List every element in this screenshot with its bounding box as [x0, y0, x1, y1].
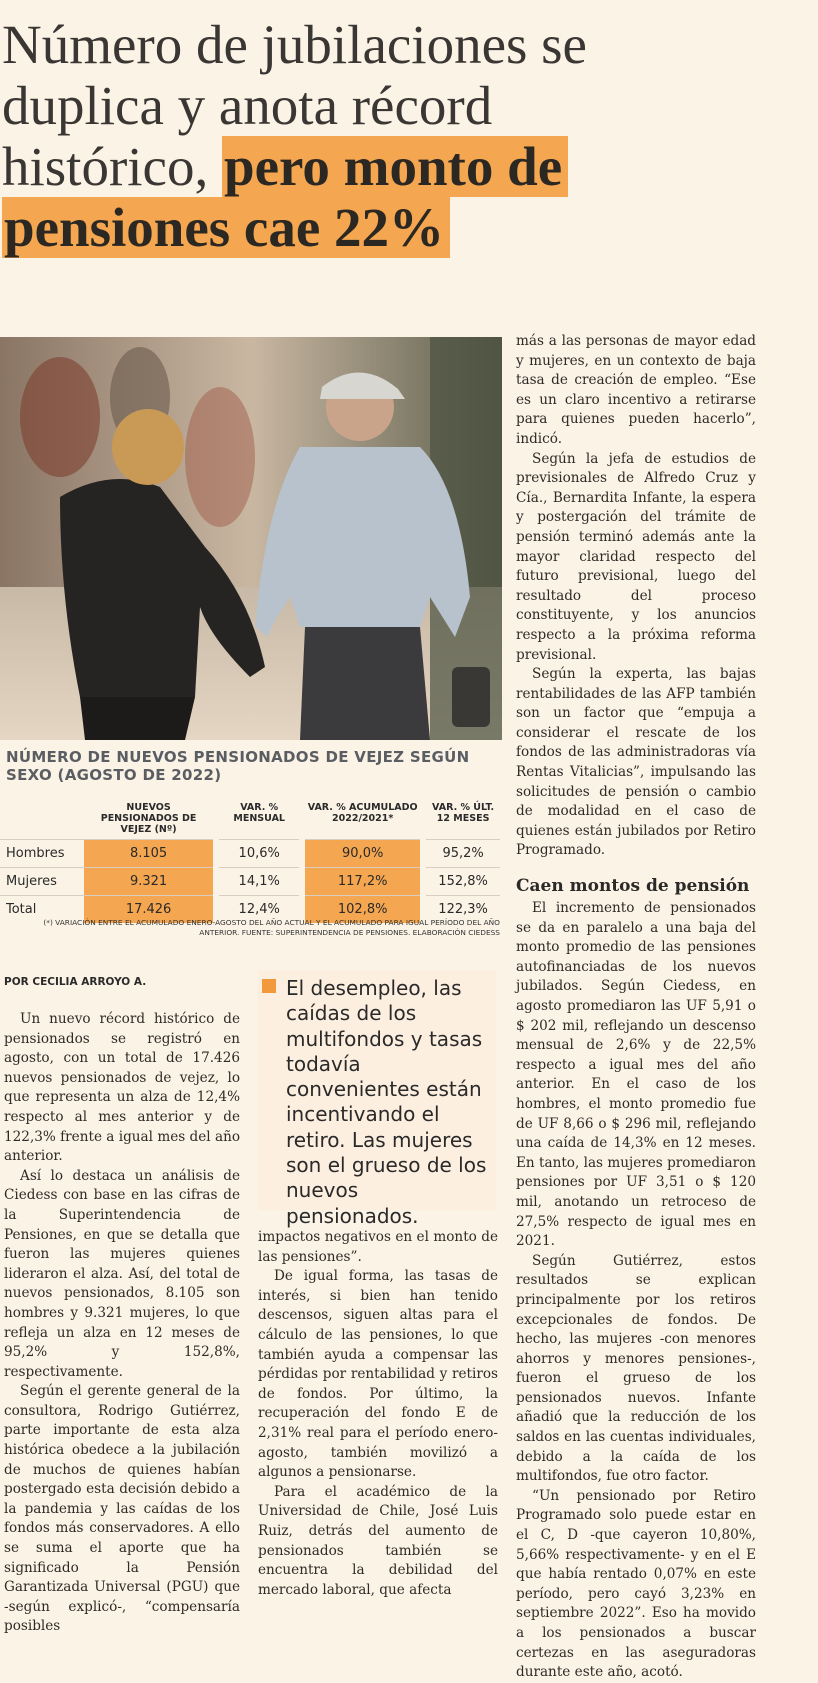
cell-mensual: 14,1% [219, 867, 299, 895]
paragraph: impactos negativos en el monto de las pensiones”. [258, 1229, 498, 1265]
row-label: Total [0, 895, 84, 923]
paragraph: Para el académico de la Universidad de Chile, José Luis Ruiz, detrás del aumento de pensionados también se encuentra la debilidad del mercado laboral, que afecta [258, 1483, 498, 1598]
cell-acumulado: 90,0% [305, 839, 420, 867]
paragraph: El incremento de pensionados se da en paralelo a una baja del monto promedio de las pensiones autofinanciadas de los nuevos jubilados. Según Ciedess, en agosto promediaron las UF 5,91 o $ 202 mil, reflejando un descenso mensual de 2,6% y de 22,5% respecto a igual mes del año anterior. En el caso de los hombres, el monto promedio fue de UF 8,66 o $ 296 mil, reflejando una caída de 14,3% en 12 meses. En tanto, las mujeres promediaron pensiones por UF 3,51 o $ 120 mil, anotando un retroceso de 27,5% respecto de igual mes en 2021. [516, 900, 757, 1250]
cell-nuevos: 17.426 [84, 895, 213, 923]
subheading: Caen montos de pensión [516, 876, 750, 897]
cell-mensual: 10,6% [219, 839, 299, 867]
table-footnote: (*) VARIACIÓN ENTRE EL ACUMULADO ENERO-AGOSTO DEL AÑO ACTUAL Y EL ACUMULADO PARA IGUAL PERÍODO DEL AÑO ANTERIOR. FUENTE: SUPERINTENDENCIA DE PENSIONES. ELABORACIÓN CIEDESS [43, 918, 500, 937]
table-title: NÚMERO DE NUEVOS PENSIONADOS DE VEJEZ SEGÚN SEXO (AGOSTO DE 2022) [6, 748, 470, 784]
cell-acumulado: 117,2% [305, 867, 420, 895]
article-column-1 [4, 1010, 240, 1637]
column-header-mensual: VAR. % MENSUAL [233, 802, 285, 824]
cell-acumulado: 102,8% [305, 895, 420, 923]
byline: POR CECILIA ARROYO A. [4, 976, 147, 988]
cell-ult12: 122,3% [426, 895, 500, 923]
cell-nuevos: 8.105 [84, 839, 213, 867]
paragraph: Según el gerente general de la consultora, Rodrigo Gutiérrez, parte importante de esta alza histórica obedece a la jubilación de muchos de quienes habían postergado esta decisión debido a la pandemia y las caídas de los fondos más conservadores. A ello se suma el aporte que ha significado la Pensión Garantizada Universal (PGU) que -según explicó-, “compensaría posibles [4, 1383, 240, 1635]
column-header-ult12: VAR. % ÚLT. 12 MESES [432, 802, 495, 824]
paragraph: Según la experta, las bajas rentabilidades de las AFP también son un factor que “empuja a considerar el rescate de los fondos de las administradoras vía Rentas Vitalicias”, impulsando las solicitudes de pensión o cambio de modalidad en el caso de quienes están jubilados por Retiro Programado. [516, 666, 756, 859]
paragraph: “Un pensionado por Retiro Programado solo puede estar en el C, D -que cayeron 10,80%, 5,66% respectivamente- y en el E que había rentado 0,07% en este período, pero cayó 3,23% en septiembre 2022”. Eso ha movido a los pensionados a buscar certezas en las aseguradoras durante este año, acotó. [516, 1487, 756, 1681]
pull-quote-text: El desempleo, las caídas de los multifondos y tasas todavía convenientes están incentivando el retiro. Las mujeres son el grueso de los nuevos pensionados. [286, 976, 487, 1228]
headline-highlight-2: pensiones cae 22% [2, 197, 450, 258]
pull-quote [258, 970, 496, 1228]
paragraph: Según la jefa de estudios de previsionales de Alfredo Cruz y Cía., Bernardita Infante, la espera y postergación del trámite de pensión terminó además ante la mayor claridad respecto del futuro previsional, luego del resultado del proceso constituyente, y los anuncios respecto a la próxima reforma previsional. [516, 450, 756, 663]
photo-illustration [0, 337, 502, 740]
paragraph: Así lo destaca un análisis de Ciedess con base en las cifras de la Superintendencia de Pensiones, en que se detalla que fueron las mujeres quienes lideraron el alza. Así, del total de nuevos pensionados, 8.105 son hombres y 9.321 mujeres, lo que refleja un alza en 12 meses de 95,2% y 152,8%, respectivamente. [4, 1167, 240, 1380]
orange-square-icon [262, 979, 276, 993]
article-column-3 [516, 332, 756, 1683]
paragraph: Un nuevo récord histórico de pensionados se registró en agosto, con un total de 17.426 nuevos pensionados de vejez, lo que representa un alza de 12,4% respecto al mes anterior y de 122,3% frente a igual mes del año anterior. [4, 1011, 241, 1165]
column-header-acumulado: VAR. % ACUMULADO 2022/2021* [307, 802, 418, 824]
cell-ult12: 152,8% [426, 867, 500, 895]
row-label: Hombres [0, 839, 84, 867]
cell-nuevos: 9.321 [84, 867, 213, 895]
photo-elderly-couple [0, 337, 502, 740]
column-header-nuevos: NUEVOS PENSIONADOS DE VEJEZ (Nº) [100, 802, 197, 835]
pensioners-table [0, 800, 500, 923]
headline-highlight-1: pero monto de [222, 136, 568, 197]
paragraph: De igual forma, las tasas de interés, si bien han tenido descensos, siguen altas para el cálculo de las pensiones, lo que también ayuda a compensar las pérdidas por rentabilidad y retiros de fondos. Por último, la recuperación del fondo E de 2,31% real para el período enero-agosto, también movilizó a algunos a pensionarse. [258, 1268, 498, 1481]
paragraph: Según Gutiérrez, estos resultados se explican principalmente por los retiros excepcionales de fondos. De hecho, las mujeres -con menores ahorros y menores pensiones-, fueron el grueso de los pensionados nuevos. Infante añadió que la reducción de los saldos en las cuentas individuales, debido a la caída de los multifondos, fue otro factor. [516, 1252, 756, 1485]
paragraph: más a las personas de mayor edad y mujeres, en un contexto de baja tasa de creación de empleo. “Ese es un claro incentivo a retirarse para quienes pueden hacerlo”, indicó. [516, 333, 756, 447]
cell-ult12: 95,2% [426, 839, 500, 867]
headline [2, 14, 662, 258]
row-label: Mujeres [0, 867, 84, 895]
table-row [0, 839, 500, 867]
cell-mensual: 12,4% [219, 895, 299, 923]
table-row [0, 867, 500, 895]
headline-text: Número de jubilaciones se duplica y anota récord histórico, [2, 14, 587, 197]
article-column-2 [258, 1228, 498, 1600]
table-corner [0, 800, 84, 839]
